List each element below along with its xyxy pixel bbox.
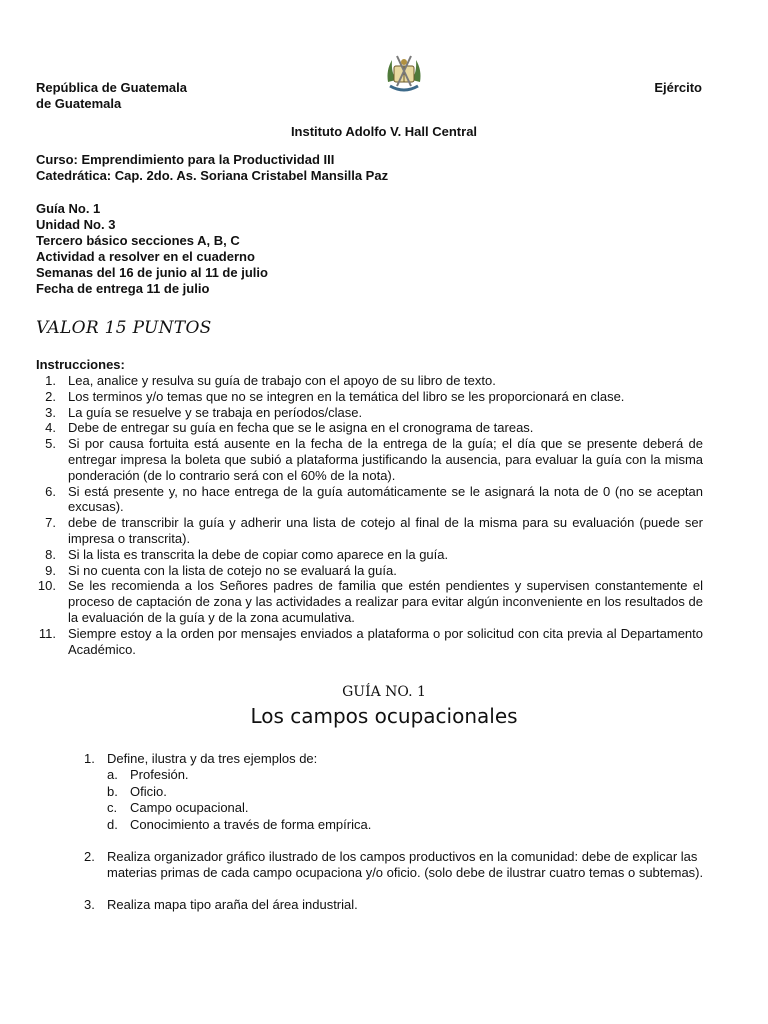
task-text: Define, ilustra y da tres ejemplos de:: [107, 751, 318, 766]
guide-info-line: Fecha de entrega 11 de julio: [36, 281, 210, 296]
task-item: 3. Realiza mapa tipo araña del área industrial.: [84, 897, 704, 913]
list-item: c. Campo ocupacional.: [107, 800, 249, 815]
guide-number: GUÍA NO. 1: [342, 684, 426, 700]
guide-title: Los campos ocupacionales: [250, 704, 518, 728]
instructions-list: [36, 373, 703, 657]
task-text: Realiza organizador gráfico ilustrado de los campos productivos en la comunidad: debe de explicar las materias primas de cada campo ocupaciona y/o oficio. (solo debe de ilustrar cuatro temas o subtemas).: [107, 849, 704, 880]
header-republic: República de Guatemala: [36, 80, 187, 95]
list-item: 4. Debe de entregar su guía en fecha que se le asigna en el cronograma de tareas.: [45, 420, 534, 436]
guide-info-line: Tercero básico secciones A, B, C: [36, 233, 240, 248]
list-item: 11. Siempre estoy a la orden por mensajes enviados a plataforma o por solicitud con cita previa al Departamento Académico.: [38, 625, 703, 657]
task-item: 1. Define, ilustra y da tres ejemplos de: a. Profesión. b. Oficio. c. Campo ocupacional. d. Conocimiento a través de forma empírica.: [84, 751, 704, 833]
task-item: 2. Realiza organizador gráfico ilustrado de los campos productivos en la comunidad: debe de explicar las materias primas de cada campo ocupaciona y/o oficio. (solo debe de ilustrar cuatro temas o subtemas).: [84, 849, 704, 880]
task-text: Realiza mapa tipo araña del área industrial.: [107, 897, 358, 912]
list-item: 7. debe de transcribir la guía y adherir una lista de cotejo al final de la misma para su evaluación (puede ser impresa o transcrita).: [45, 515, 703, 546]
list-item: 6. Si está presente y, no hace entrega de la guía automáticamente se le asignará la nota de 0 (no se aceptan excusas).: [45, 483, 703, 515]
institute-name: Instituto Adolfo V. Hall Central: [290, 124, 478, 139]
list-item: a. Profesión.: [107, 767, 189, 782]
list-item: 5. Si por causa fortuita está ausente en la fecha de la entrega de la guía; el día que se presente deberá de entregar impresa la boleta que subió a plataforma justificando la ausencia, para evaluar la guía con la misma ponderación (de lo contrario será con el 60% de la nota).: [45, 436, 703, 483]
list-item: b. Oficio.: [107, 783, 167, 799]
list-item: 2. Los terminos y/o temas que no se integren en la temática del libro se les proporcionará en clase.: [45, 388, 625, 404]
course-info: [36, 152, 388, 184]
list-item: 8. Si la lista es transcrita la debe de copiar como aparece en la guía.: [45, 546, 449, 562]
list-item: 10. Se les recomienda a los Señores padres de familia que estén pendientes y supervisen constantemente el proceso de captación de zona y las actividades a realizar para evitar algún inconveniente en los resultados de la evaluación de la guía y de la zona acumulativa.: [37, 578, 703, 625]
course-name: Curso: Emprendimiento para la Productividad III: [36, 152, 335, 167]
valor-heading: VALOR 15 PUNTOS: [36, 318, 212, 338]
tasks-list: [84, 751, 704, 929]
task-sublist: [107, 767, 704, 833]
list-item: 3. La guía se resuelve y se trabaja en períodos/clase.: [45, 404, 363, 420]
header-guatemala: de Guatemala: [36, 96, 122, 111]
guide-info-line: Semanas del 16 de junio al 11 de julio: [36, 265, 268, 280]
military-emblem-icon: [384, 52, 424, 96]
guide-info-line: Guía No. 1: [36, 201, 101, 216]
list-item: 9. Si no cuenta con la lista de cotejo no se evaluará la guía.: [45, 562, 397, 578]
list-item: 1. Lea, analice y resulva su guía de trabajo con el apoyo de su libro de texto.: [45, 373, 496, 388]
guide-info-line: Actividad a resolver en el cuaderno: [36, 249, 255, 264]
guide-info-line: Unidad No. 3: [36, 217, 116, 232]
header-right: Ejército: [654, 80, 702, 95]
list-item: d. Conocimiento a través de forma empírica.: [107, 816, 372, 832]
teacher-name: Catedrática: Cap. 2do. As. Soriana Cristabel Mansilla Paz: [36, 168, 389, 183]
instructions-title: Instrucciones:: [36, 357, 125, 372]
header-left: [36, 80, 336, 112]
guide-info: [36, 201, 268, 297]
